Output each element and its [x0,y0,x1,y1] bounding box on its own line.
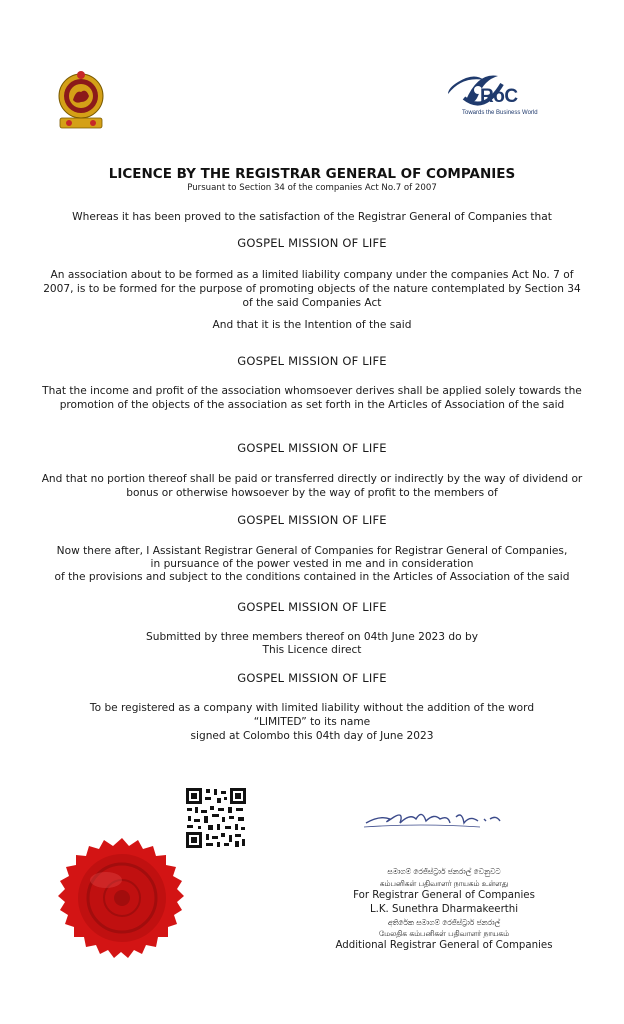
licence-subtitle: Pursuant to Section 34 of the companies Act No.7 of 2007 [187,183,437,193]
registered-line-3: signed at Colombo this 04th day of June 2023 [190,730,434,742]
red-seal-icon [58,836,186,964]
company-name: GOSPEL MISSION OF LIFE [237,600,387,614]
national-emblem-icon [56,66,106,130]
company-name: GOSPEL MISSION OF LIFE [237,236,387,250]
signatory-name: L.K. Sunethra Dharmakeerthi [369,904,519,915]
income-paragraph: That the income and profit of the association whomsoever derives shall be applied solely towards the promotion of the objects of the association as set forth in the Articles of Association of the said [42,385,582,411]
company-name: GOSPEL MISSION OF LIFE [237,513,387,527]
company-name: GOSPEL MISSION OF LIFE [237,441,387,455]
company-name: GOSPEL MISSION OF LIFE [237,354,387,368]
now-paragraph-line-2: in pursuance of the power vested in me and in consideration [150,558,474,570]
portion-paragraph: And that no portion thereof shall be paid or transferred directly or indirectly by the way of dividend or bonus or otherwise howsoever by the way of profit to the members of [41,473,583,499]
company-name: GOSPEL MISSION OF LIFE [237,671,387,685]
signatory-tamil-line-1: கம்பனிகள் பதிவாளர் நாயகம் உள்ளது [379,879,509,888]
registered-line-2: “LIMITED” to its name [253,716,371,728]
signatory-sinhala-line-2: අතිරේක සමාගම් රෙජිස්ට්‍රාර් ජනරාල් [387,918,501,927]
submitted-line-2: This Licence direct [262,644,362,656]
qr-code [184,786,248,850]
submitted-line-1: Submitted by three members thereof on 04th June 2023 do by [146,631,478,643]
now-paragraph-line-1: Now there after, I Assistant Registrar General of Companies for Registrar General of Companies, [56,545,568,557]
handwritten-signature [360,805,510,833]
licence-title: LICENCE BY THE REGISTRAR GENERAL OF COMPANIES [108,166,516,182]
now-paragraph-line-3: of the provisions and subject to the conditions contained in the Articles of Association of the said [54,571,570,583]
signatory-title: Additional Registrar General of Companies [335,940,553,951]
signatory-sinhala-line-1: සමාගම් රෙජිස්ට්‍රාර් ජනරාල් වෙනුවට [387,867,501,876]
intro-paragraph: Whereas it has been proved to the satisfaction of the Registrar General of Companies that [72,211,552,223]
association-paragraph: An association about to be formed as a limited liability company under the companies Act No. 7 of 2007, is to be formed for the purpose of promoting objects of the nature contemplated by Section 34 of the said Companies Act [43,269,581,309]
roc-tagline: Towards the Business World [462,110,538,116]
intention-paragraph: And that it is the Intention of the said [212,319,412,331]
roc-brand-text: RoC [480,86,518,107]
signatory-for-registrar: For Registrar General of Companies [353,890,535,901]
signatory-tamil-line-2: மேலதிக கம்பனிகள் பதிவாளர் நாயகம் [378,929,510,938]
registered-line-1: To be registered as a company with limited liability without the addition of the word [89,702,535,714]
